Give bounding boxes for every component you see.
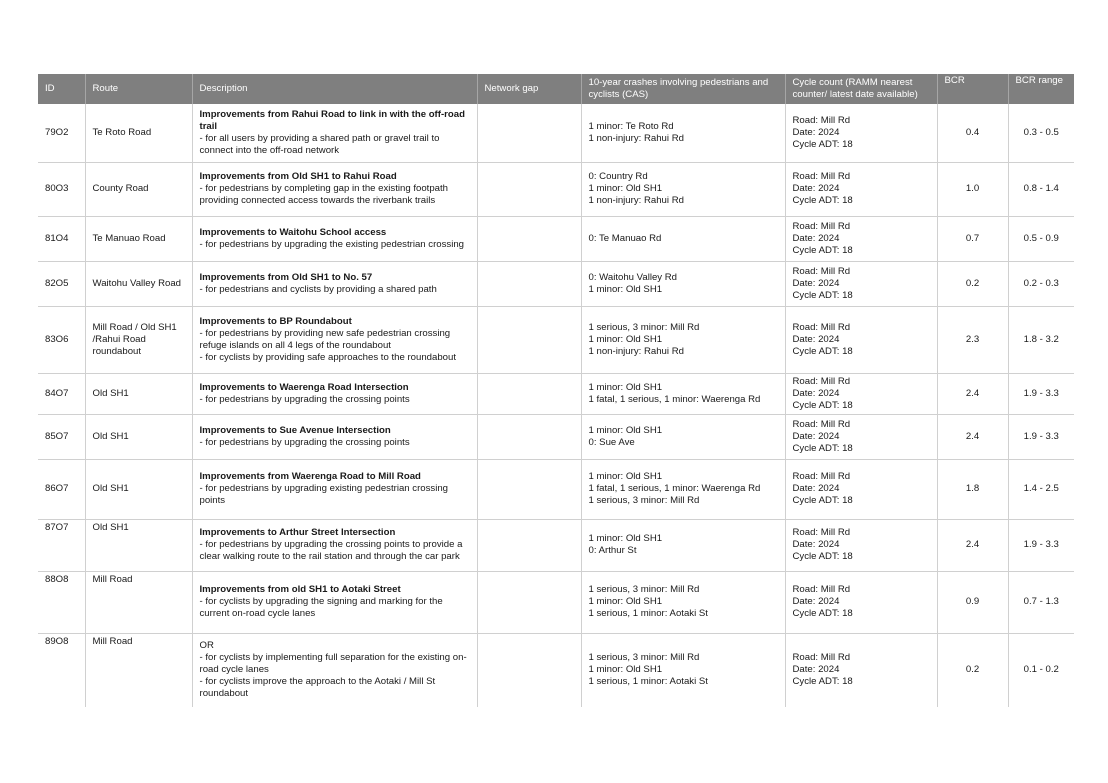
cell-bcr: 0.7 — [937, 216, 1008, 261]
cell-crashes — [581, 459, 785, 519]
crash-line: 1 serious, 3 minor: Mill Rd — [588, 495, 700, 506]
crash-line: 1 minor: Te Roto Rd — [588, 120, 674, 132]
description-body: - for pedestrians by upgrading the crossing points — [199, 393, 410, 405]
cycle-count-line: Date: 2024 — [792, 333, 840, 345]
cell-route: Mill Road / Old SH1 /Rahui Road roundabout — [85, 306, 192, 373]
cycle-count-line: Date: 2024 — [792, 277, 840, 289]
table-row — [38, 104, 1074, 162]
crash-line: 1 non-injury: Rahui Rd — [588, 132, 684, 144]
crash-line: 1 non-injury: Rahui Rd — [588, 195, 684, 206]
table-row — [38, 373, 1074, 414]
cell-route: County Road — [85, 162, 192, 216]
cycle-count-line: Road: Mill Rd — [792, 265, 851, 277]
cycle-count-line: Date: 2024 — [792, 539, 840, 550]
cycle-count-line: Cycle ADT: 18 — [792, 195, 853, 206]
header-row — [38, 74, 1074, 104]
cell-description — [192, 261, 477, 306]
cell-id: 80O3 — [38, 162, 85, 216]
crash-line: 1 minor: Old SH1 — [588, 533, 663, 544]
cell-network-gap — [477, 373, 581, 414]
description-body: - for pedestrians and cyclists by providing a shared path — [199, 283, 437, 295]
cycle-count-line: Cycle ADT: 18 — [792, 345, 853, 357]
cycle-count-line: Road: Mill Rd — [792, 220, 851, 232]
cell-bcr: 2.4 — [937, 373, 1008, 414]
cell-bcr-range: 0.5 - 0.9 — [1008, 216, 1074, 261]
cycle-count-line: Road: Mill Rd — [792, 321, 851, 333]
cycle-count-line: Road: Mill Rd — [792, 114, 851, 126]
cell-route: Mill Road — [85, 633, 192, 707]
table-row — [38, 414, 1074, 459]
table-row — [38, 162, 1074, 216]
cycle-count-line: Road: Mill Rd — [792, 652, 851, 664]
cell-description — [192, 216, 477, 261]
cycle-count-line: Date: 2024 — [792, 387, 840, 399]
cell-id: 86O7 — [38, 459, 85, 519]
cell-network-gap — [477, 571, 581, 633]
cell-network-gap — [477, 414, 581, 459]
crash-line: 1 minor: Old SH1 — [588, 424, 663, 436]
description-title: Improvements to Arthur Street Intersection — [199, 527, 396, 538]
document-page — [38, 74, 1074, 707]
crash-line: 0: Te Manuao Rd — [588, 232, 662, 244]
cell-route: Mill Road — [85, 571, 192, 633]
cycle-count-line: Cycle ADT: 18 — [792, 399, 853, 411]
cell-cycle-count — [785, 261, 937, 306]
table-row — [38, 633, 1074, 707]
cell-crashes — [581, 633, 785, 707]
cell-id: 85O7 — [38, 414, 85, 459]
crash-line: 1 minor: Old SH1 — [588, 471, 663, 482]
table-row — [38, 306, 1074, 373]
cell-id: 87O7 — [38, 519, 85, 571]
description-body: - for all users by providing a shared path or gravel trail to connect into the off-road network — [199, 132, 440, 156]
cell-crashes — [581, 216, 785, 261]
cycle-count-line: Cycle ADT: 18 — [792, 676, 853, 688]
cell-id: 89O8 — [38, 633, 85, 707]
cell-bcr-range: 0.1 - 0.2 — [1023, 664, 1059, 676]
header-cycle-count: Cycle count (RAMM nearest counter/ latest date available) — [785, 74, 937, 104]
cell-bcr-range: 1.9 - 3.3 — [1008, 519, 1074, 571]
cell-route: Old SH1 — [85, 519, 192, 571]
cell-description — [192, 571, 477, 633]
cell-bcr-range: 0.3 - 0.5 — [1008, 104, 1074, 162]
crash-line: 0: Waitohu Valley Rd — [588, 271, 678, 283]
cell-crashes — [581, 571, 785, 633]
cell-cycle-count — [785, 373, 937, 414]
cell-description — [192, 633, 477, 707]
description-title: Improvements to BP Roundabout — [199, 315, 352, 327]
cycle-count-line: Date: 2024 — [792, 430, 840, 442]
cycle-count-line: Road: Mill Rd — [792, 584, 851, 595]
cell-route: Old SH1 — [85, 373, 192, 414]
cell-id: 83O6 — [38, 306, 85, 373]
description-title: Improvements from Waerenga Road to Mill Road — [199, 471, 421, 482]
table-row — [38, 571, 1074, 633]
cell-bcr-range: 1.9 - 3.3 — [1008, 414, 1074, 459]
cell-route: Te Roto Road — [85, 104, 192, 162]
cell-bcr-range: 0.8 - 1.4 — [1008, 162, 1074, 216]
cell-crashes — [581, 519, 785, 571]
table-row — [38, 261, 1074, 306]
cell-bcr: 0.9 — [937, 571, 1008, 633]
cell-network-gap — [477, 216, 581, 261]
cell-cycle-count — [785, 633, 937, 707]
cycle-count-line: Date: 2024 — [792, 183, 840, 194]
description-title: Improvements to Waitohu School access — [199, 226, 387, 238]
cycle-count-line: Cycle ADT: 18 — [792, 244, 853, 256]
cell-description — [192, 104, 477, 162]
description-title: Improvements from old SH1 to Aotaki Street — [199, 584, 401, 595]
cell-cycle-count — [785, 162, 937, 216]
cycle-count-line: Cycle ADT: 18 — [792, 608, 853, 619]
header-description: Description — [192, 74, 477, 104]
cell-cycle-count — [785, 519, 937, 571]
description-title: Improvements to Waerenga Road Intersection — [199, 381, 409, 393]
description-body: OR - for cyclists by implementing full separation for the existing on-road cycle lanes - for cyclists improve the approach to the Aotaki / Mill St roundabout — [199, 640, 467, 700]
projects-table — [38, 74, 1074, 707]
description-body: - for cyclists by upgrading the signing and marking for the current on-road cycle lanes — [199, 596, 443, 619]
cycle-count-line: Cycle ADT: 18 — [792, 289, 853, 301]
cell-route: Old SH1 — [85, 459, 192, 519]
crash-line: 1 non-injury: Rahui Rd — [588, 345, 684, 357]
crash-line: 1 minor: Old SH1 — [588, 333, 663, 345]
header-id: ID — [38, 74, 85, 104]
crash-line: 1 serious, 3 minor: Mill Rd — [588, 321, 700, 333]
cycle-count-line: Road: Mill Rd — [792, 471, 851, 482]
crash-line: 1 serious, 1 minor: Aotaki St — [588, 676, 708, 688]
cell-bcr: 1.0 — [937, 162, 1008, 216]
header-network-gap: Network gap — [477, 74, 581, 104]
cell-id: 82O5 — [38, 261, 85, 306]
cell-bcr-range: 1.4 - 2.5 — [1008, 459, 1074, 519]
cell-network-gap — [477, 104, 581, 162]
description-body: - for pedestrians by upgrading the crossing points — [199, 436, 410, 448]
cell-cycle-count — [785, 216, 937, 261]
cell-bcr: 0.4 — [937, 104, 1008, 162]
cell-network-gap — [477, 459, 581, 519]
cell-network-gap — [477, 261, 581, 306]
cell-bcr: 2.3 — [937, 306, 1008, 373]
cell-bcr: 1.8 — [937, 459, 1008, 519]
cell-network-gap — [477, 519, 581, 571]
table-body — [38, 104, 1074, 707]
cycle-count-line: Date: 2024 — [792, 596, 840, 607]
cell-description — [192, 162, 477, 216]
cycle-count-line: Cycle ADT: 18 — [792, 138, 853, 150]
cell-cycle-count — [785, 414, 937, 459]
cell-route: Waitohu Valley Road — [85, 261, 192, 306]
description-body: - for pedestrians by providing new safe pedestrian crossing refuge islands on all 4 legs of the roundabout - for cyclists by providing safe approaches to the roundabout — [199, 327, 457, 363]
description-title: Improvements from Rahui Road to link in with the off-road trail — [199, 108, 465, 132]
cell-crashes — [581, 306, 785, 373]
cell-bcr-range: 1.8 - 3.2 — [1008, 306, 1074, 373]
cell-bcr-range: 1.9 - 3.3 — [1008, 373, 1074, 414]
description-title: Improvements from Old SH1 to Rahui Road — [199, 171, 397, 182]
cycle-count-line: Road: Mill Rd — [792, 375, 851, 387]
cycle-count-line: Road: Mill Rd — [792, 171, 851, 182]
cell-bcr: 0.2 — [937, 261, 1008, 306]
cell-id: 88O8 — [38, 571, 85, 633]
cell-bcr: 2.4 — [937, 519, 1008, 571]
table-row — [38, 216, 1074, 261]
cycle-count-line: Date: 2024 — [792, 232, 840, 244]
cell-network-gap — [477, 162, 581, 216]
crash-line: 0: Country Rd — [588, 171, 648, 182]
crash-line: 1 minor: Old SH1 — [588, 183, 663, 194]
cell-crashes — [581, 162, 785, 216]
cell-route: Old SH1 — [85, 414, 192, 459]
crash-line: 1 serious, 1 minor: Aotaki St — [588, 608, 708, 619]
cell-id: 79O2 — [38, 104, 85, 162]
cell-bcr-range: 0.7 - 1.3 — [1008, 571, 1074, 633]
cell-bcr: 0.2 — [937, 633, 1008, 707]
cell-cycle-count — [785, 104, 937, 162]
crash-line: 1 fatal, 1 serious, 1 minor: Waerenga Rd — [588, 393, 761, 405]
cell-bcr-range: 0.2 - 0.3 — [1008, 261, 1074, 306]
cell-crashes — [581, 414, 785, 459]
header-bcr: BCR — [937, 74, 1008, 104]
cell-bcr: 2.4 — [937, 414, 1008, 459]
description-title: Improvements to Sue Avenue Intersection — [199, 424, 391, 436]
cell-network-gap — [477, 633, 581, 707]
cell-cycle-count — [785, 459, 937, 519]
crash-line: 1 fatal, 1 serious, 1 minor: Waerenga Rd — [588, 483, 761, 494]
table-row — [38, 459, 1074, 519]
description-body: - for pedestrians by upgrading existing pedestrian crossing points — [199, 483, 449, 506]
cycle-count-line: Cycle ADT: 18 — [792, 495, 853, 506]
crash-line: 1 minor: Old SH1 — [588, 283, 663, 295]
cell-description — [192, 519, 477, 571]
crash-line: 0: Sue Ave — [588, 436, 635, 448]
description-body: - for pedestrians by completing gap in the existing footpath providing connected access towards the riverbank trails — [199, 183, 449, 206]
cell-id: 81O4 — [38, 216, 85, 261]
cell-crashes — [581, 373, 785, 414]
cell-cycle-count — [785, 306, 937, 373]
description-body: - for pedestrians by upgrading the crossing points to provide a clear walking route to the rail station and through the car park — [199, 539, 463, 562]
cycle-count-line: Road: Mill Rd — [792, 527, 851, 538]
header-bcr-range: BCR range — [1008, 74, 1074, 104]
cell-route: Te Manuao Road — [85, 216, 192, 261]
crash-line: 1 minor: Old SH1 — [588, 664, 663, 676]
crash-line: 1 minor: Old SH1 — [588, 381, 663, 393]
cell-description — [192, 459, 477, 519]
description-body: - for pedestrians by upgrading the existing pedestrian crossing — [199, 238, 465, 250]
crash-line: 1 minor: Old SH1 — [588, 596, 663, 607]
crash-line: 1 serious, 3 minor: Mill Rd — [588, 652, 700, 664]
crash-line: 0: Arthur St — [588, 545, 637, 556]
cell-description — [192, 373, 477, 414]
cycle-count-line: Cycle ADT: 18 — [792, 551, 853, 562]
cycle-count-line: Cycle ADT: 18 — [792, 442, 853, 454]
cell-id: 84O7 — [38, 373, 85, 414]
table-row — [38, 519, 1074, 571]
cycle-count-line: Road: Mill Rd — [792, 418, 851, 430]
header-crashes: 10-year crashes involving pedestrians and cyclists (CAS) — [581, 74, 785, 104]
crash-line: 1 serious, 3 minor: Mill Rd — [588, 584, 700, 595]
description-title: Improvements from Old SH1 to No. 57 — [199, 271, 373, 283]
cell-description — [192, 414, 477, 459]
cell-cycle-count — [785, 571, 937, 633]
cell-crashes — [581, 104, 785, 162]
cycle-count-line: Date: 2024 — [792, 483, 840, 494]
cycle-count-line: Date: 2024 — [792, 126, 840, 138]
cell-description — [192, 306, 477, 373]
cell-network-gap — [477, 306, 581, 373]
cycle-count-line: Date: 2024 — [792, 664, 840, 676]
cell-crashes — [581, 261, 785, 306]
header-route: Route — [85, 74, 192, 104]
